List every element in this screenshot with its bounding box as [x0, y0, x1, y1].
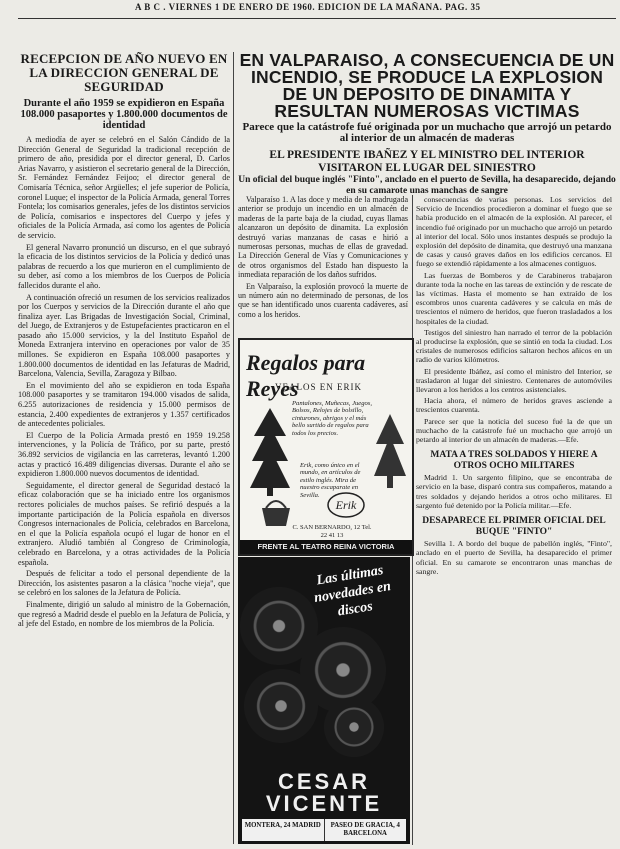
main-subhead-3: Un oficial del buque inglés "Finto", anclado en el puerto de Sevilla, ha desaparecido, dejando en su camarote unas manchas de sangre	[238, 175, 616, 196]
record-disc-icon	[244, 669, 318, 743]
section-headline: MATA A TRES SOLDADOS Y HIERE A OTROS OCHO MILITARES	[430, 450, 598, 471]
main-subhead: Parece que la catástrofe fué originada por un muchacho que arrojó un petardo al interior de un almacén de maderas	[242, 121, 612, 144]
ad-address: C. SAN BERNARDO, 12 Tel. 22 41 13	[292, 524, 372, 539]
paragraph: Testigos del siniestro han narrado el terror de la población al producirse la explosión, que se sintió en toda la ciudad. Los cristales de numerosos edificios saltaron hechos añicos en un radio de varios kilómetros.	[416, 327, 612, 365]
paragraph: El general Navarro pronunció un discurso, en el que subrayó la eficacia de los distintos servicios de la Policía y dedicó unas palabras de recuerdo a los que murieron en el cumplimiento de su deber, así como a los miembros de los Cuerpos de Policía fallecidos durante el año.	[18, 242, 230, 290]
ad-bar: FRENTE AL TEATRO REINA VICTORIA	[240, 540, 412, 554]
paragraph: El Cuerpo de la Policía Armada prestó en 1959 19.258 intervenciones, y la Policía de Tráfico, por su parte, prestó 36.892 servicios de vigilancia en las carreteras, levantó 1.200 actas y practicó 16.489 diligencias diversas. Durante el año se expidieron 1.800.000 nuevos documentos de identidad.	[18, 430, 230, 479]
ad-brand	[238, 771, 410, 815]
ad-description: Pantalones, Muñecas, Juegos, Bolsos, Relojes de bolsillo, cinturones, abrigos y el más bello surtido de regalos para todos los precios.	[292, 400, 373, 437]
page-header: A B C . VIERNES 1 DE ENERO DE 1960. EDICION DE LA MAÑANA. PAG. 35	[135, 2, 481, 12]
main-headline: EN VALPARAISO, A CONSECUENCIA DE UN INCENDIO, SE PRODUCE LA EXPLOSION DE UN DEPOSITO DE DINAMITA Y RESULTAN NUMEROSAS VICTIMAS	[239, 50, 615, 121]
paragraph: Las fuerzas de Bomberos y de Carabineros trabajaron durante toda la noche en las tareas de extinción y de rescate de las víctimas. Hasta el momento se han extraído de los escombros unos cuarenta cadáveres y se calcula en más de trescientos el número de heridos, que fueron trasladados a los hospitales de la ciudad.	[416, 270, 612, 326]
paragraph: A continuación ofreció un resumen de los servicios realizados por los Cuerpos y servicios de la Dirección durante el año que finaliza ayer. Las Brigadas de Investigación Social, Criminal, del Juego, de Extranjeros y de Estupefacientes practicaron en el pasado año 15.000 servicios, y la del Instituto Español de Moneda Extranjera intervino en operaciones por valor de 35 millones. Se expidieron en España 108.000 pasaportes y 1.800.000 documentos de identidad en las Jefaturas de Madrid, Barcelona, Valencia, Sevilla, Zaragoza y Bilbao.	[18, 292, 230, 379]
ad-subtitle: VEALOS EN ERIK	[275, 382, 362, 392]
paragraph: El presidente Ibáñez, así como el ministro del Interior, se trasladaron al lugar del siniestro. Centenares de automóviles llevaron a los heridos a los centros asistenciales.	[416, 366, 612, 395]
paragraph: En el movimiento del año se expidieron en toda España 108.000 pasaportes y se tramitaron 194.000 visados de salida, 6.255 autorizaciones de residencia y 15.000 permisos de estancia, 2.400 expedientes de extranjeros y 1.357 certificados de antecedentes policiales.	[18, 380, 230, 429]
advertisement-discos	[238, 557, 410, 844]
brand-line-2: VICENTE	[265, 791, 383, 816]
christmas-tree-icon	[250, 406, 290, 496]
address-barcelona: PASEO DE GRACIA, 4 BARCELONA	[324, 819, 407, 841]
paragraph: Parece ser que la noticia del suceso fué la de que un muchacho de la catástrofe fué un muchacho que arrojó un petardo al interior de un almacén de maderas.—Efe.	[416, 416, 612, 445]
svg-text:Erik: Erik	[335, 498, 357, 512]
paragraph: A mediodía de ayer se celebró en el Salón Cándido de la Dirección General de Seguridad la tradicional recepción de primero de año, presidida por el director general, D. Carlos Arias Navarro, y asistieron el secretario general de la Dirección, Sr. Fernández Fernández Feijoo; el director general de Comisaría Técnica, señor Argüelles; el jefe superior de Policía, coronel Luque; el inspector de la Policía Armada, general Torres Fontela; los comisarios generales, jefes de los distintos servicios de Policía, comisarios e inspectores del Cuerpo y jefes y oficiales de la Policía Armada, así como los agentes de Policía de servicio.	[18, 135, 230, 240]
paragraph: Hacia ahora, el número de heridos graves asciende a trescientos cuarenta.	[416, 396, 612, 415]
left-headline: RECEPCION DE AÑO NUEVO EN LA DIRECCION GENERAL DE SEGURIDAD	[20, 52, 228, 94]
record-disc-icon	[324, 697, 384, 757]
address-madrid: MONTERA, 24 MADRID	[244, 822, 321, 829]
main-article-col3	[416, 195, 612, 847]
christmas-tree-icon	[374, 410, 406, 500]
paragraph: Sevilla 1. A bordo del buque de pabellón inglés, "Finto", anclado en el puerto de Sevilla, ha desaparecido el primer oficial. En su camarote se encontraron unas manchas de sangre.	[416, 539, 612, 576]
paragraph: Finalmente, dirigió un saludo al ministro de la Gobernación, que regresó a Madrid desde el pueblo en la Jefatura de Policía, y al jefe del Estado, en nombre de los miembros de la Policía.	[18, 599, 230, 629]
paragraph: Seguidamente, el director general de Seguridad destacó la eficaz colaboración que se ha iniciado entre los organismos rectores policiales de muchos países. Se refirió después a la importante participación de la Policía española en diversos Congresos internacionales de Policía, celebrados en Barcelona, en el que la Policía española ocupó el lugar de honor en el extranjero. Aludió también al Congreso de Criminología, celebrado en Barcelona, y a otras actividades de la Policía española.	[18, 480, 230, 567]
paragraph: Después de felicitar a todo el personal dependiente de la Dirección, los asistentes pasaron a la clásica "noche vieja", que se celebró en los salones de la Jefatura de Policía.	[18, 569, 230, 598]
gift-basket-icon	[258, 498, 294, 528]
ad-banner: Las últimas novedades en discos	[313, 563, 392, 620]
main-article-col2	[238, 195, 408, 335]
paragraph: En Valparaíso, la explosión provocó la muerte de un número aún no determinado de personas, de los que se han identificado unos cuarenta cadáveres, así como a los heridos.	[238, 281, 408, 319]
left-article	[18, 52, 230, 844]
section-headline: DESAPARECE EL PRIMER OFICIAL DEL BUQUE "FINTO"	[422, 516, 606, 537]
column-rule	[233, 52, 234, 844]
brand-line-1: CESAR	[277, 769, 370, 794]
ad-description-2: Erik, como único en el mundo, en artículos de estilo inglés. Mira de nuestro escaparate en Sevilla.	[300, 462, 361, 499]
header-rule	[18, 18, 616, 19]
ad-title: Regalos para Reyes	[246, 350, 366, 401]
paragraph: Madrid 1. Un sargento filipino, que se encontraba de servicio en la base, disparó contra sus compañeros, matando a tres soldados y dejando heridos a otros ocho militares. El sargento fué detenido por la Policía militar.—Efe.	[416, 473, 612, 510]
ad-addresses	[242, 819, 406, 841]
erik-logo	[326, 490, 366, 520]
advertisement-regalos	[238, 338, 414, 556]
paragraph: Valparaíso 1. A las doce y media de la madrugada anterior se produjo un incendio en un almacén de maderas de la parte baja de la ciudad, cuyas llamas alcanzaron un depósito de dinamita. La explosión destruyó varias manzanas de casas e hirió a numerosas personas, muchas de ellas de gravedad. La Dirección General de Vías y Comunicaciones y de otros organismos del Estado han dispuesto la inmediata reparación de los daños sufridos.	[238, 195, 408, 280]
main-subhead-2: EL PRESIDENTE IBAÑEZ Y EL MINISTRO DEL INTERIOR VISITARON EL LUGAR DEL SINIESTRO	[269, 149, 585, 174]
paragraph: consecuencias de varias personas. Los servicios del Servicio de Incendios procedieron a dominar el fuego que se había producido en el almacén de la explosión. Al parecer, el incendio fué originado por un muchacho que arrojó un petardo al interior del local. Sólo unos instantes después se produjo la explosión del depósito de dinamita, que destruyó una manzana de casas y causó graves daños en los edificios cercanos. El fuego se extendió rápidamente a los almacenes contiguos.	[416, 195, 612, 269]
left-subhead: Durante el año 1959 se expidieron en España 108.000 pasaportes y 1.800.000 documentos de identidad	[20, 98, 228, 131]
